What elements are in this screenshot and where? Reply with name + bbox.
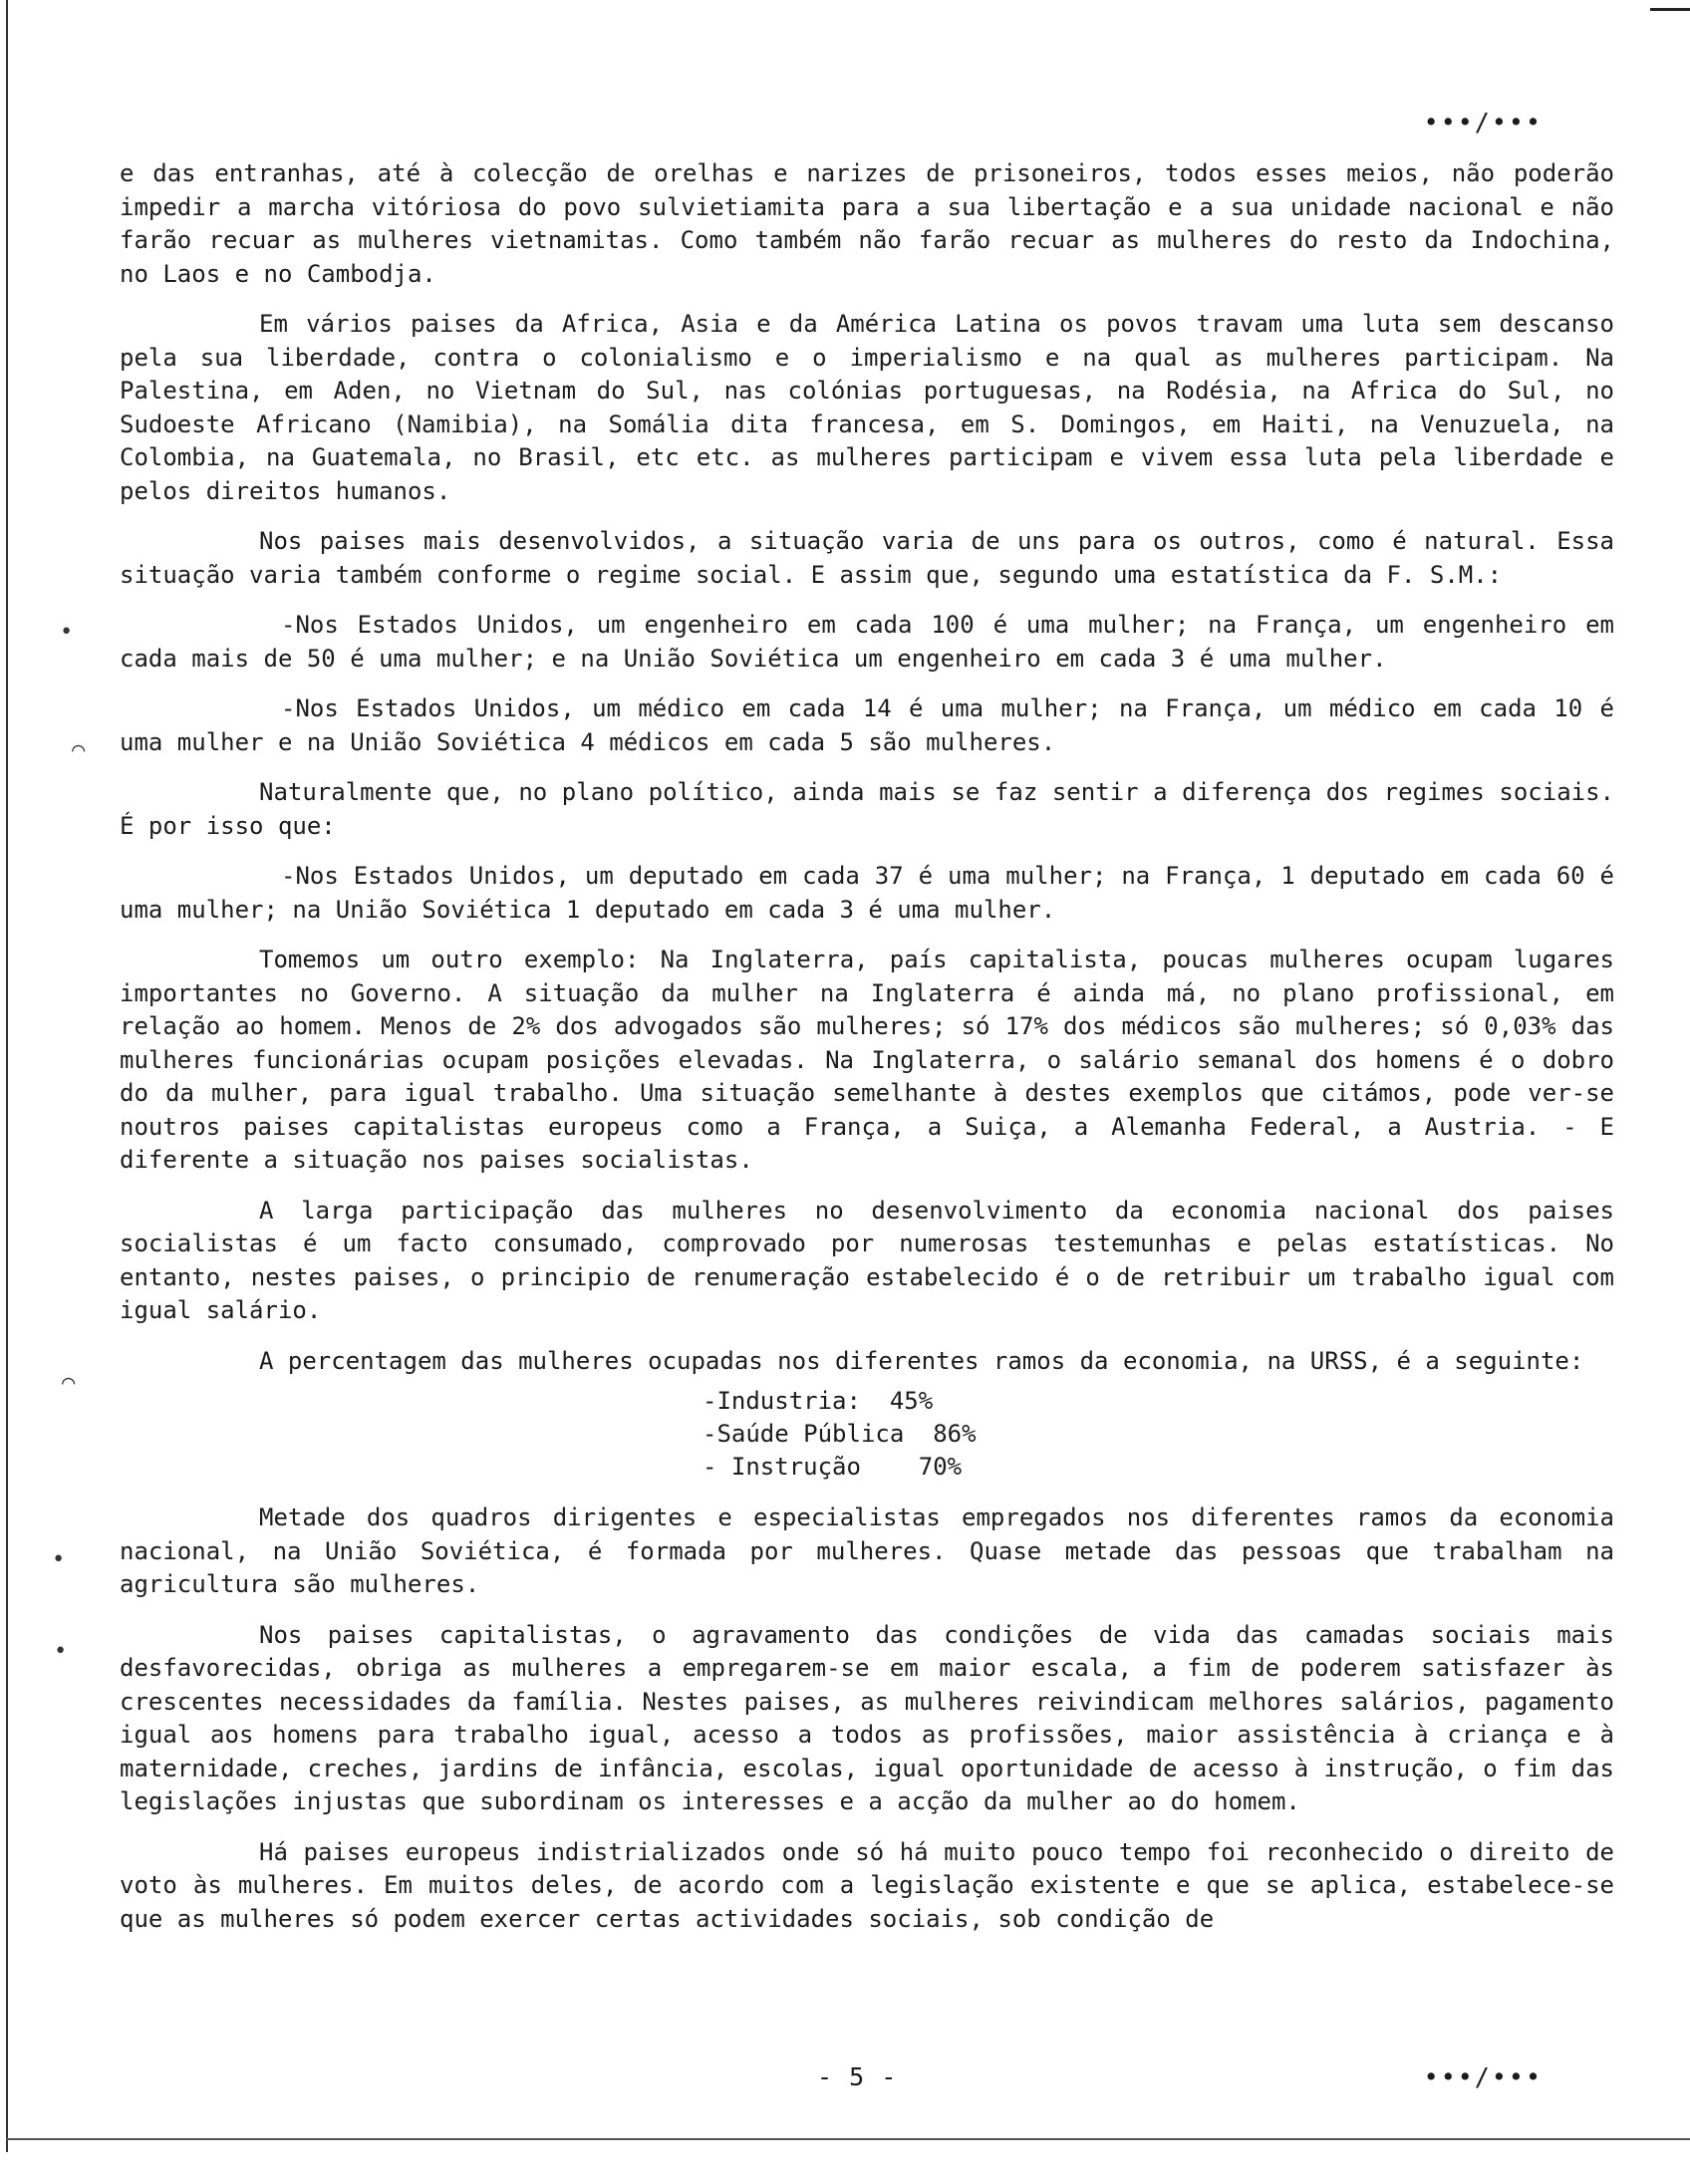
margin-mark: ⌒ (72, 737, 86, 762)
document-body (120, 157, 1614, 1953)
paragraph: Metade dos quadros dirigentes e especialistas empregados nos diferentes ramos da economia nacional, na União Soviética, é formada por mulheres. Quase metade das pessoas que trabalham na agricultura são mulheres. (120, 1503, 1614, 1598)
paragraph: Nos paises capitalistas, o agravamento das condições de vida das camadas sociais mais desfavorecidas, obriga as mulheres a empregarem-se em maior escala, a fim de poderem satisfazer às crescentes necessidades da família. Nestes paises, as mulheres reivindicam melhores salários, pagamento igual aos homens para trabalho igual, acesso a todos as profissões, maior assistência à criança e à maternidade, creches, jardins de infância, escolas, igual oportunidade de acesso à instrução, o fim das legislações injustas que subordinam os interesses e a acção da mulher ao do homem. (120, 1620, 1614, 1815)
statistic-paragraph: -Nos Estados Unidos, um engenheiro em cada 100 é uma mulher; na França, um engenheiro em cada mais de 50 é uma mulher; e na União Soviética um engenheiro em cada 3 é uma mulher. (120, 611, 1614, 673)
statistic-paragraph: -Nos Estados Unidos, um médico em cada 14 é uma mulher; na França, um médico em cada 10 é uma mulher e na União Soviética 4 médicos em cada 5 são mulheres. (120, 694, 1614, 756)
page-edge-top (1650, 8, 1690, 11)
page-edge-bottom (6, 2138, 1690, 2140)
percentage-item-industria: -Industria: 45% (703, 1387, 934, 1415)
statistic-paragraph: -Nos Estados Unidos, um deputado em cada 37 é uma mulher; na França, 1 deputado em cada 60 é uma mulher; na União Soviética 1 deputado em cada 3 é uma mulher. (120, 862, 1614, 924)
paragraph: Naturalmente que, no plano político, ainda mais se faz sentir a diferença dos regimes sociais. É por isso que: (120, 778, 1614, 840)
paragraph: Nos paises mais desenvolvidos, a situação varia de uns para os outros, como é natural. Essa situação varia também conforme o regime social. E assim que, segundo uma estatística da F. S.M.: (120, 527, 1614, 589)
margin-dot: • (60, 620, 74, 645)
margin-dot: • (52, 1547, 66, 1572)
paragraph: Há paises europeus indistrializados onde só há muito pouco tempo foi reconhecido o direito de voto às mulheres. Em muitos deles, de acordo com a legislação existente e que se aplica, estabelece-se que as mulheres só podem exercer certas actividades sociais, sob condição de (120, 1837, 1614, 1933)
percentage-item-instrucao: - Instrução 70% (703, 1453, 963, 1481)
margin-dot: • (54, 1639, 68, 1664)
percentage-item-saude: -Saúde Pública 86% (703, 1420, 977, 1448)
footer-continuation: •••/••• (1423, 2062, 1543, 2091)
paragraph: A larga participação das mulheres no desenvolvimento da economia nacional dos paises socialistas é um facto consumado, comprovado por numerosas testemunhas e pelas estatísticas. No entanto, nestes paises, o principio de renumeração estabelecido é o de retribuir um trabalho igual com igual salário. (120, 1196, 1614, 1324)
page-number: - 5 - (817, 2062, 898, 2091)
paragraph: Em vários paises da Africa, Asia e da América Latina os povos travam uma luta sem descanso pela sua liberdade, contra o colonialismo e o imperialismo e na qual as mulheres participam. Na Palestina, em Aden, no Vietnam do Sul, nas colónias portuguesas, na Rodésia, na Africa do Sul, no Sudoeste Africano (Namibia), na Somália dita francesa, em S. Domingos, em Haiti, na Venuzuela, na Colombia, na Guatemala, no Brasil, etc etc. as mulheres participam e vivem essa luta pela liberdade e pelos direitos humanos. (120, 310, 1614, 505)
paragraph: A percentagem das mulheres ocupadas nos diferentes ramos da economia, na URSS, é a seguinte: (259, 1346, 1584, 1375)
paragraph: Tomemos um outro exemplo: Na Inglaterra, país capitalista, poucas mulheres ocupam lugares importantes no Governo. A situação da mulher na Inglaterra é ainda má, no plano profissional, em relação ao homem. Menos de 2% dos advogados são mulheres; só 17% dos médicos são mulheres; só 0,03% das mulheres funcionárias ocupam posições elevadas. Na Inglaterra, o salário semanal dos homens é o dobro do da mulher, para igual trabalho. Uma situação semelhante à destes exemplos que citámos, pode ver-se noutros paises capitalistas europeus como a França, a Suiça, a Alemanha Federal, a Austria. - E diferente a situação nos paises socialistas. (120, 946, 1614, 1174)
percentage-list (703, 1385, 1614, 1484)
margin-mark: ⌒ (62, 1370, 76, 1395)
header-continuation: •••/••• (1423, 108, 1543, 136)
paragraph: e das entranhas, até à colecção de orelhas e narizes de prisoneiros, todos esses meios, não poderão impedir a marcha vitóriosa do povo sulvietiamita para a sua libertação e a sua unidade nacional e não farão recuar as mulheres vietnamitas. Como também não farão recuar as mulheres do resto da Indochina, no Laos e no Cambodja. (120, 159, 1614, 288)
page-edge-left (6, 0, 8, 2152)
